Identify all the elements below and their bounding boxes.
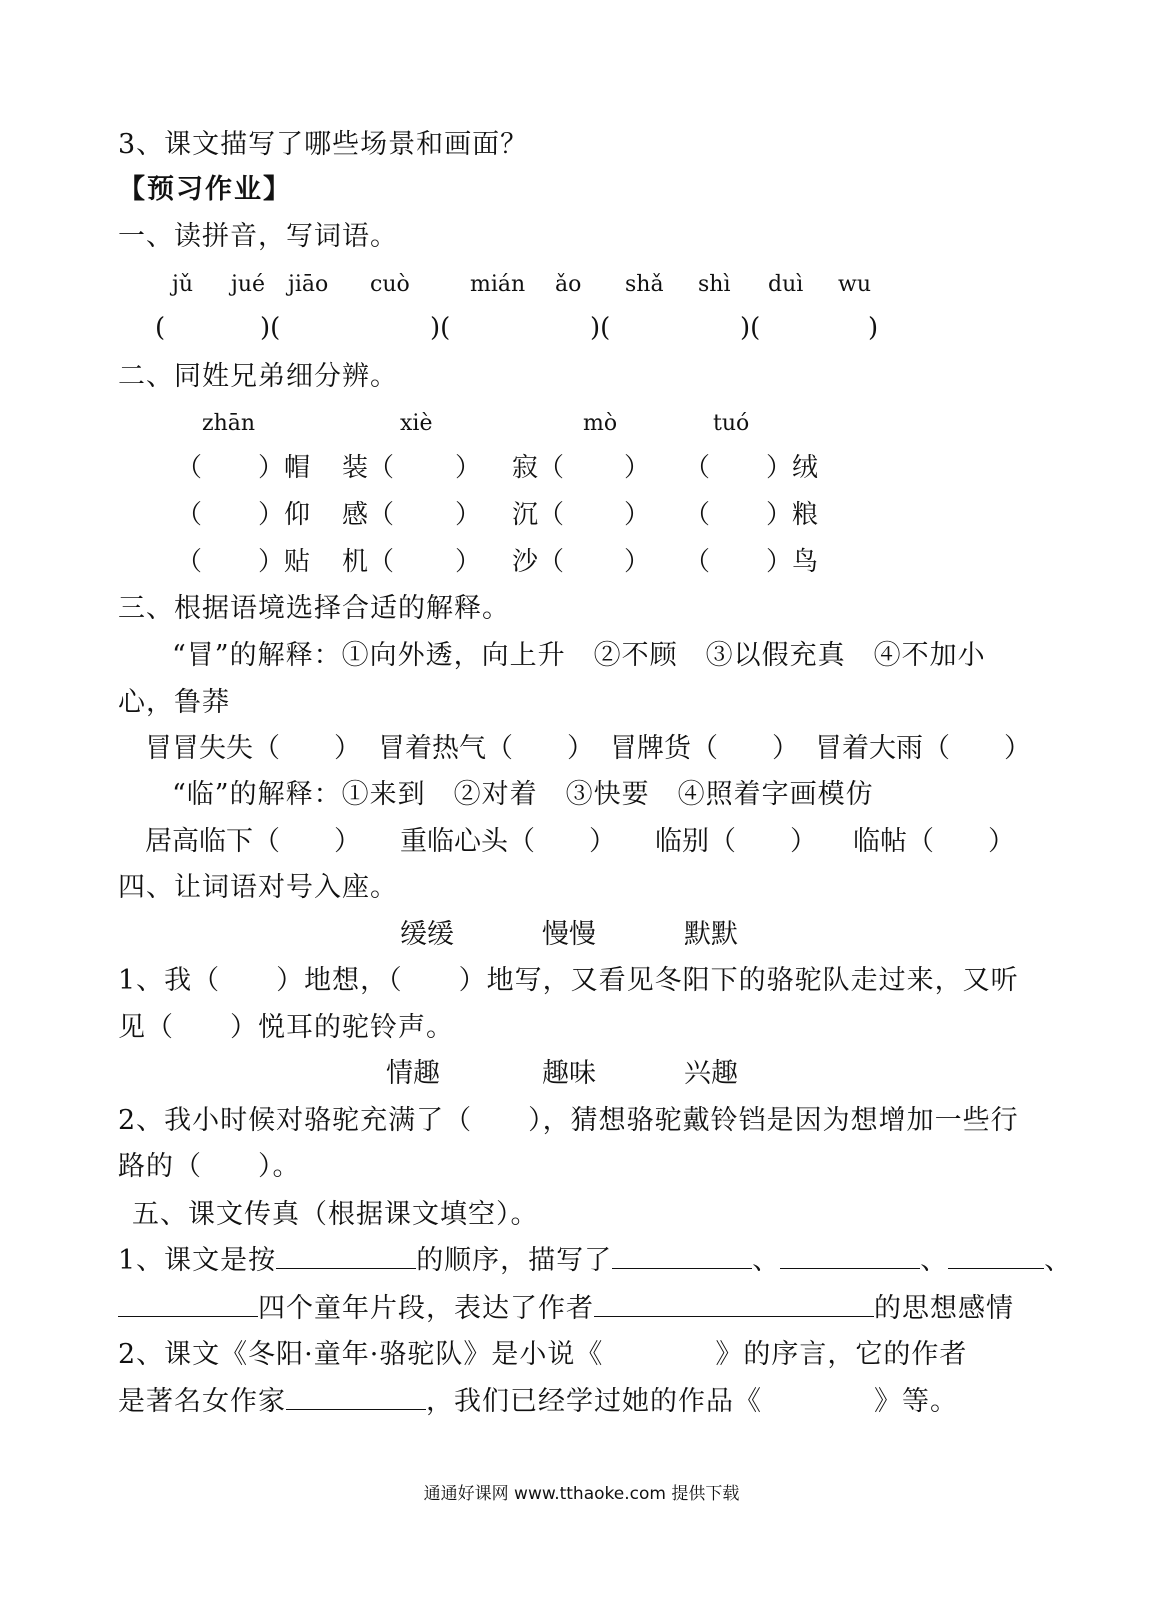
sentence-1: 1、我（ ）地想，（ ）地写，又看见冬阳下的骆驼队走过来，又听 [118, 965, 1019, 996]
pinyin-jiao: jiāo [288, 272, 329, 297]
fill-line-2 [118, 1292, 1014, 1326]
fill-blank[interactable] [276, 1244, 416, 1269]
pinyin-wu: wu [838, 272, 871, 297]
word-option: 默默 [684, 919, 738, 950]
grid-cell: 沙（ [512, 547, 565, 577]
grid-cell[interactable]: ） [624, 500, 651, 530]
fill-text: 四个童年片段，表达了作者 [258, 1293, 594, 1324]
sentence-1-cont: 见（ ）悦耳的驼铃声。 [118, 1012, 454, 1043]
separator: 、 [752, 1245, 781, 1276]
fill-blank[interactable] [118, 1292, 258, 1317]
grid-cell[interactable]: （ [684, 547, 711, 577]
grid-cell: 装（ [342, 453, 395, 483]
fill-text: 的思想感情 [874, 1293, 1014, 1324]
lin-item[interactable]: 临别（ ） [655, 826, 817, 857]
grid-cell: ）绒 [766, 453, 819, 483]
grid-cell[interactable]: （ [176, 500, 203, 530]
answer-bracket[interactable]: ( [155, 313, 166, 343]
answer-bracket[interactable]: )( [430, 313, 451, 343]
fill-blank[interactable] [594, 1292, 874, 1317]
pinyin-jue: jué [231, 272, 266, 297]
grid-cell: 感（ [342, 500, 395, 530]
word-option: 情趣 [386, 1058, 440, 1089]
mao-item[interactable]: 冒着大雨（ ） [815, 733, 1031, 764]
lin-item[interactable]: 重临心头（ ） [400, 826, 616, 857]
part4-heading: 四、让词语对号入座。 [118, 872, 398, 903]
fill-text: 是著名女作家 [118, 1386, 286, 1417]
part5-heading: 五、课文传真（根据课文填空）。 [132, 1199, 539, 1230]
pinyin-mian: mián [470, 272, 526, 297]
mao-definitions: “冒”的解释：①向外透，向上升 ②不顾 ③以假充真 ④不加小 [172, 640, 986, 671]
grid-cell[interactable]: ） [455, 500, 482, 530]
word-option: 缓缓 [400, 919, 454, 950]
grid-cell[interactable]: ） [624, 453, 651, 483]
grid-cell: 机（ [342, 547, 395, 577]
pinyin-cuo: cuò [370, 272, 410, 297]
grid-cell[interactable]: （ [176, 453, 203, 483]
part1-heading: 一、读拼音，写词语。 [118, 221, 398, 252]
pinyin-xie: xiè [400, 411, 433, 436]
grid-cell: 寂（ [512, 453, 565, 483]
answer-bracket[interactable]: )( [260, 313, 281, 343]
fill-text: 1、课文是按 [118, 1245, 277, 1276]
sentence-2: 2、我小时候对骆驼充满了（ ），猜想骆驼戴铃铛是因为想增加一些行 [118, 1105, 1019, 1136]
part3-heading: 三、根据语境选择合适的解释。 [118, 593, 510, 624]
pinyin-sha: shǎ [625, 272, 664, 297]
word-option: 趣味 [542, 1058, 596, 1089]
sentence-2-cont: 路的（ ）。 [118, 1151, 301, 1182]
answer-bracket[interactable]: ) [868, 313, 879, 343]
fill-text: 的顺序，描写了 [416, 1245, 613, 1276]
lin-definitions: “临”的解释：①来到 ②对着 ③快要 ④照着字画模仿 [172, 779, 874, 810]
pinyin-ju: jǔ [172, 272, 193, 297]
word-option: 慢慢 [542, 919, 596, 950]
pinyin-dui: duì [768, 272, 804, 297]
fill-blank[interactable] [780, 1244, 920, 1269]
grid-cell: ）帽 [258, 453, 311, 483]
grid-cell[interactable]: ） [455, 453, 482, 483]
pinyin-tuo: tuó [713, 411, 750, 436]
grid-cell[interactable]: ） [624, 547, 651, 577]
fill-line-4 [118, 1385, 958, 1419]
pinyin-zhan: zhān [202, 411, 256, 436]
grid-cell[interactable]: （ [684, 500, 711, 530]
fill-text: ，我们已经学过她的作品《 》等。 [426, 1386, 958, 1417]
fill-blank[interactable] [948, 1244, 1044, 1269]
fill-blank[interactable] [612, 1244, 752, 1269]
separator: 、 [920, 1245, 949, 1276]
footer-credit: 通通好课网 www.tthaoke.com 提供下载 [423, 1484, 740, 1504]
part2-heading: 二、同姓兄弟细分辨。 [118, 361, 398, 392]
separator: 、 [1044, 1245, 1073, 1276]
grid-cell: ）粮 [766, 500, 819, 530]
grid-cell: ）仰 [258, 500, 311, 530]
answer-bracket[interactable]: )( [590, 313, 611, 343]
mao-item[interactable]: 冒着热气（ ） [378, 733, 594, 764]
mao-definitions-cont: 心，鲁莽 [118, 687, 230, 718]
grid-cell[interactable]: （ [684, 453, 711, 483]
grid-cell[interactable]: ） [455, 547, 482, 577]
word-option: 兴趣 [684, 1058, 738, 1089]
pinyin-mo: mò [583, 411, 618, 436]
mao-item[interactable]: 冒冒失失（ ） [145, 733, 361, 764]
lin-item[interactable]: 临帖（ ） [853, 826, 1015, 857]
grid-cell[interactable]: （ [176, 547, 203, 577]
mao-item[interactable]: 冒牌货（ ） [610, 733, 799, 764]
grid-cell: ）鸟 [766, 547, 819, 577]
grid-cell: 沉（ [512, 500, 565, 530]
fill-blank[interactable] [286, 1385, 426, 1410]
lin-item[interactable]: 居高临下（ ） [145, 826, 361, 857]
pinyin-ao: ǎo [555, 272, 582, 297]
fill-line-1 [118, 1244, 1072, 1278]
pinyin-shi: shì [698, 272, 731, 297]
fill-line-3: 2、课文《冬阳·童年·骆驼队》是小说《 》的序言，它的作者 [118, 1339, 968, 1370]
answer-bracket[interactable]: )( [740, 313, 761, 343]
grid-cell: ）贴 [258, 547, 311, 577]
question-3: 3、课文描写了哪些场景和画面？ [118, 129, 529, 160]
section-title: 【预习作业】 [118, 174, 292, 205]
